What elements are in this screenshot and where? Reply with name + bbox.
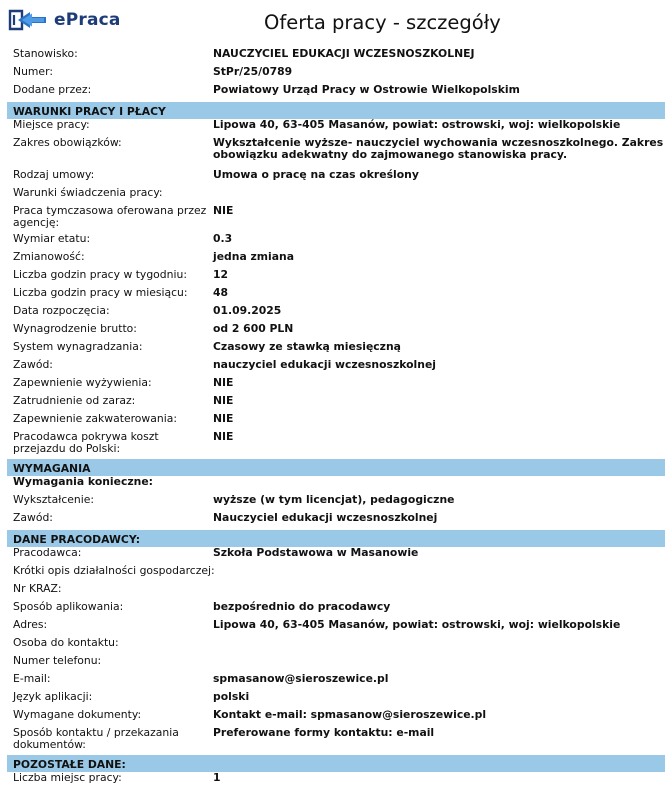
- row-value: Preferowane formy kontaktu: e-mail: [213, 726, 435, 739]
- requirements-subheading: Wymagania konieczne:: [13, 475, 153, 488]
- detail-row: [7, 655, 665, 673]
- row-label: Dodane przez:: [13, 83, 92, 96]
- section-title: DANE PRACODAWCY:: [7, 530, 665, 547]
- row-label: System wynagradzania:: [13, 340, 143, 353]
- detail-row: [7, 305, 665, 323]
- row-label: Osoba do kontaktu:: [13, 636, 119, 649]
- row-label: Zapewnienie zakwaterowania:: [13, 412, 177, 425]
- page-title: Oferta pracy - szczegóły: [264, 11, 501, 34]
- row-value: polski: [213, 690, 250, 703]
- row-label: Data rozpoczęcia:: [13, 304, 110, 317]
- row-value: od 2 600 PLN: [213, 322, 294, 335]
- detail-row: [7, 547, 665, 565]
- detail-row: [7, 251, 665, 269]
- row-label: Adres:: [13, 618, 48, 631]
- row-label: Praca tymczasowa oferowana przez agencję:: [13, 204, 207, 229]
- row-label: Stanowisko:: [13, 47, 78, 60]
- detail-row: [7, 772, 665, 790]
- row-label: Wynagrodzenie brutto:: [13, 322, 137, 335]
- detail-row: [7, 395, 665, 413]
- detail-row: [7, 673, 665, 691]
- logo-text: ePraca: [54, 10, 121, 30]
- row-value: 12: [213, 268, 229, 281]
- row-label: Warunki świadczenia pracy:: [13, 186, 163, 199]
- row-label: Wymiar etatu:: [13, 232, 91, 245]
- detail-row: [7, 431, 665, 459]
- row-value: 01.09.2025: [213, 304, 282, 317]
- detail-row: [7, 233, 665, 251]
- row-value: wyższe (w tym licencjat), pedagogiczne: [213, 493, 455, 506]
- row-label: Rodzaj umowy:: [13, 168, 95, 181]
- offer-details-table: [7, 48, 665, 790]
- row-label: Język aplikacji:: [13, 690, 93, 703]
- row-value: Lipowa 40, 63-405 Masanów, powiat: ostrowski, woj: wielkopolskie: [213, 618, 621, 631]
- row-value: bezpośrednio do pracodawcy: [213, 600, 391, 613]
- row-label: Zapewnienie wyżywienia:: [13, 376, 152, 389]
- detail-row: [7, 48, 665, 66]
- detail-row: [7, 137, 665, 169]
- detail-row: [7, 619, 665, 637]
- row-label: Zatrudnienie od zaraz:: [13, 394, 136, 407]
- section-title: POZOSTAŁE DANE:: [7, 755, 665, 772]
- detail-row: [7, 287, 665, 305]
- row-value: NIE: [213, 376, 234, 389]
- section-header-pozostale: [7, 755, 665, 772]
- detail-row: [7, 709, 665, 727]
- row-label: Wykształcenie:: [13, 493, 95, 506]
- row-label: Pracodawca:: [13, 546, 82, 559]
- row-value: Umowa o pracę na czas określony: [213, 168, 419, 181]
- detail-row: [7, 169, 665, 187]
- detail-row: [7, 66, 665, 84]
- row-value: StPr/25/0789: [213, 65, 293, 78]
- detail-row: [7, 377, 665, 395]
- row-value: Powiatowy Urząd Pracy w Ostrowie Wielkopolskim: [213, 83, 520, 96]
- detail-row: [7, 119, 665, 137]
- detail-row: [7, 84, 665, 102]
- detail-row: [7, 187, 665, 205]
- row-value: Czasowy ze stawką miesięczną: [213, 340, 401, 353]
- row-value: 1: [213, 771, 221, 784]
- row-label: Zawód:: [13, 358, 53, 371]
- row-label: Nr KRAZ:: [13, 582, 62, 595]
- row-value: 0.3: [213, 232, 233, 245]
- row-value: NAUCZYCIEL EDUKACJI WCZESNOSZKOLNEJ: [213, 47, 475, 60]
- row-label: Zakres obowiązków:: [13, 136, 122, 149]
- row-label: Liczba godzin pracy w tygodniu:: [13, 268, 187, 281]
- row-value: Kontakt e-mail: spmasanow@sieroszewice.pl: [213, 708, 487, 721]
- epraca-logo: [8, 9, 121, 31]
- section-header-warunki: [7, 102, 665, 119]
- page-header: [0, 0, 666, 42]
- section-title: WARUNKI PRACY I PŁACY: [7, 102, 665, 119]
- detail-row: [7, 205, 665, 233]
- detail-row: [7, 269, 665, 287]
- row-value: NIE: [213, 412, 234, 425]
- detail-row: [7, 512, 665, 530]
- row-value: NIE: [213, 394, 234, 407]
- row-label: Liczba godzin pracy w miesiącu:: [13, 286, 188, 299]
- row-label: Krótki opis działalności gospodarczej:: [13, 564, 215, 577]
- detail-row: [7, 494, 665, 512]
- row-value: [208, 655, 665, 673]
- row-label: Zmianowość:: [13, 250, 85, 263]
- epraca-logo-icon: [8, 9, 48, 31]
- row-value: [208, 637, 665, 655]
- detail-row: [7, 727, 665, 755]
- section-title: WYMAGANIA: [7, 459, 665, 476]
- row-label: Miejsce pracy:: [13, 118, 90, 131]
- row-label: E-mail:: [13, 672, 51, 685]
- detail-row: [7, 413, 665, 431]
- row-value: spmasanow@sieroszewice.pl: [213, 672, 389, 685]
- row-value: [208, 187, 665, 205]
- detail-row: [7, 583, 665, 601]
- detail-row: [7, 691, 665, 709]
- row-value: Lipowa 40, 63-405 Masanów, powiat: ostrowski, woj: wielkopolskie: [213, 118, 621, 131]
- detail-row: [7, 601, 665, 619]
- section-header-wymagania: [7, 459, 665, 476]
- detail-row: [7, 637, 665, 655]
- row-label: Sposób kontaktu / przekazania dokumentów:: [13, 726, 179, 751]
- detail-row: [7, 359, 665, 377]
- row-label: Liczba miejsc pracy:: [13, 771, 122, 784]
- row-value: NIE: [213, 430, 234, 443]
- row-label: Pracodawca pokrywa koszt przejazdu do Polski:: [13, 430, 159, 455]
- row-value: NIE: [213, 204, 234, 217]
- row-value: 48: [213, 286, 229, 299]
- row-label: Sposób aplikowania:: [13, 600, 124, 613]
- row-value: jedna zmiana: [213, 250, 294, 263]
- row-label: Numer:: [13, 65, 53, 78]
- row-value: Szkoła Podstawowa w Masanowie: [213, 546, 419, 559]
- row-value: [208, 583, 665, 601]
- row-value: [208, 565, 665, 583]
- row-value: nauczyciel edukacji wczesnoszkolnej: [213, 358, 436, 371]
- row-label: Numer telefonu:: [13, 654, 102, 667]
- detail-row: [7, 323, 665, 341]
- row-label: Wymagane dokumenty:: [13, 708, 142, 721]
- requirements-subheading-row: [7, 476, 665, 494]
- row-value: Nauczyciel edukacji wczesnoszkolnej: [213, 511, 438, 524]
- detail-row: [7, 341, 665, 359]
- detail-row: [7, 565, 665, 583]
- row-value: Wykształcenie wyższe- nauczyciel wychowania wczesnoszkolnego. Zakres obowiązku adekwatny do zajmowanego stanowiska pracy.: [213, 136, 664, 162]
- row-label: Zawód:: [13, 511, 53, 524]
- section-header-pracodawca: [7, 530, 665, 547]
